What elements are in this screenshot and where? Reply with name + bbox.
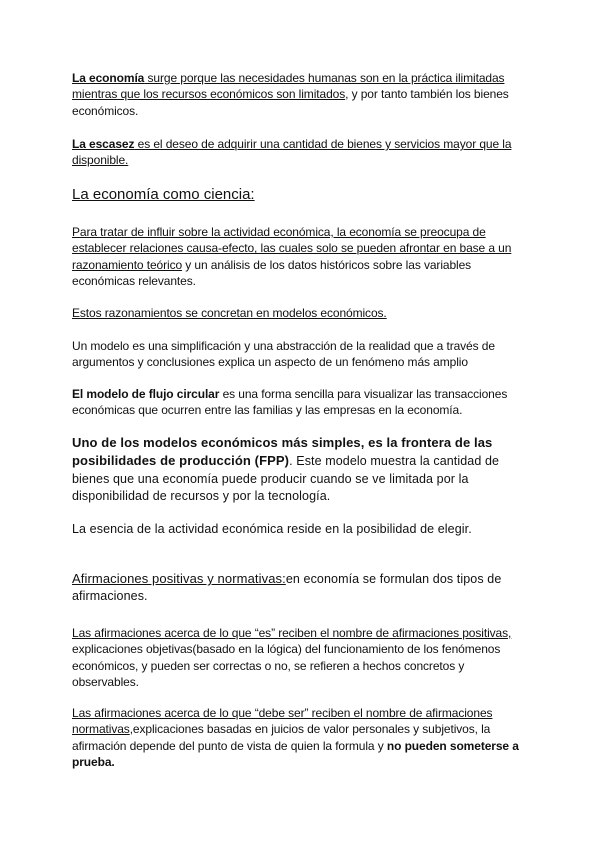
- paragraph-text: en economía se formulan dos tipos de afirmaciones.: [72, 572, 502, 604]
- underlined-text: surge porque las necesidades humanas son en la práctica ilimitadas mientras que los recursos económicos son limitados: [72, 71, 505, 102]
- paragraph-text: es una forma sencilla para visualizar las transacciones económicas que ocurren entre las familias y las empresas en la economía.: [72, 387, 508, 418]
- paragraph-text: y un análisis de los datos históricos sobre las variables económicas relevantes.: [72, 257, 472, 288]
- term-fpp: Uno de los modelos económicos más simples, es la frontera de las posibilidades de producción (FPP): [72, 435, 493, 469]
- underlined-text: es el deseo de adquirir una cantidad de bienes y servicios mayor que la disponible.: [72, 137, 512, 168]
- paragraph-text: explicaciones objetivas(basado en la lógica) del funcionamiento de los fenómenos económicos, y pueden ser correctas o no, se refieren a hechos concretos y observables.: [72, 642, 501, 689]
- section-heading: [72, 186, 532, 203]
- underlined-text: Las afirmaciones acerca de lo que “debe ser” reciben el nombre de afirmaciones normativas: [72, 706, 493, 737]
- paragraph-modelo: [72, 338, 532, 371]
- underlined-text: Estos razonamientos se concretan en modelos económicos.: [72, 306, 387, 320]
- term-economia: La economía: [72, 71, 145, 85]
- paragraph-flujo-circular: [72, 386, 532, 419]
- paragraph-relaciones: [72, 224, 532, 289]
- paragraph-text: La esencia de la actividad económica reside en la posibilidad de elegir.: [72, 522, 472, 536]
- paragraph-text: . Este modelo muestra la cantidad de bienes que una economía puede producir cuando se ve limitada por la disponibilidad de recursos y por la tecnología.: [72, 454, 500, 503]
- paragraph-esencia: [72, 521, 532, 538]
- paragraph-fpp: [72, 434, 532, 505]
- paragraph-razonamientos: [72, 305, 532, 321]
- paragraph-normativas: [72, 705, 532, 770]
- term-escasez: La escasez: [72, 137, 135, 151]
- paragraph-text: Un modelo es una simplificación y una abstracción de la realidad que a través de argumentos y conclusiones explica un aspecto de un fenómeno más amplio: [72, 339, 495, 370]
- paragraph-economia: [72, 70, 532, 119]
- term-flujo-circular: El modelo de flujo circular: [72, 387, 220, 401]
- paragraph-afirmaciones: [72, 570, 532, 606]
- paragraph-positivas: [72, 625, 532, 690]
- paragraph-text: , y por tanto también los bienes económicos.: [72, 87, 509, 118]
- paragraph-text: ,explicaciones basadas en juicios de valor personales y subjetivos, la afirmación depende del punto de vista de quien la formula y: [72, 722, 491, 753]
- bold-text: no pueden someterse a prueba.: [72, 738, 519, 769]
- underlined-text: Las afirmaciones acerca de lo que “es” reciben el nombre de afirmaciones positivas,: [72, 626, 512, 640]
- heading-afirmaciones: Afirmaciones positivas y normativas:: [72, 571, 286, 586]
- heading-economia-ciencia: La economía como ciencia:: [72, 186, 255, 203]
- underlined-text: Para tratar de influir sobre la actividad económica, la economía se preocupa de establecer relaciones causa-efecto, las cuales solo se pueden afrontar en base a un razonamiento teórico: [72, 225, 512, 272]
- paragraph-escasez: [72, 136, 532, 169]
